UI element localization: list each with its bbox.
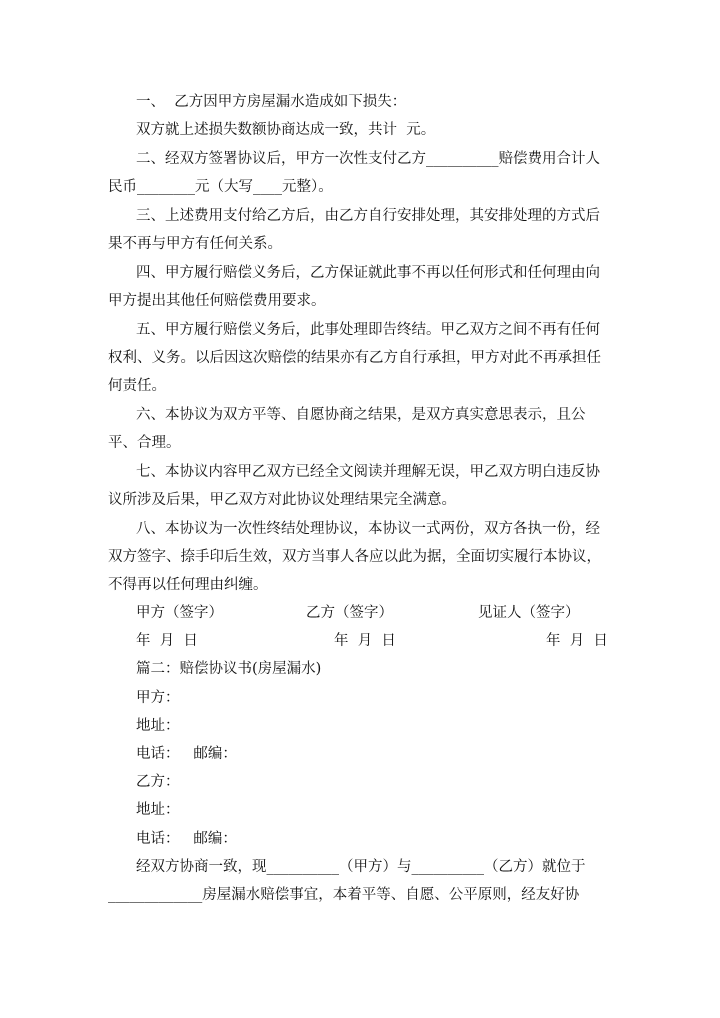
clause-3-line-1: 三、上述费用支付给乙方后，由乙方自行安排处理，其安排处理的方式后 <box>136 208 600 224</box>
party-b-address: 地址： <box>136 802 180 818</box>
clause-5-line-1: 五、甲方履行赔偿义务后，此事处理即告终结。甲乙双方之间不再有任何 <box>136 322 600 338</box>
part2-body-line-2: _____________房屋漏水赔偿事宜，本着平等、自愿、公平原则，经友好协 <box>108 887 580 903</box>
clause-1-body: 双方就上述损失数额协商达成一致，共计 元。 <box>136 122 436 138</box>
clause-2-line-1: 二、经双方签署协议后，甲方一次性支付乙方__________赔偿费用合计人 <box>136 151 600 167</box>
clause-7-line-2: 议所涉及后果，甲乙双方对此协议处理结果完全满意。 <box>108 492 456 508</box>
part2-heading: 篇二：赔偿协议书(房屋漏水) <box>136 661 322 677</box>
party-a-phone: 电话： 邮编： <box>136 746 237 762</box>
party-a-label: 甲方： <box>136 690 180 706</box>
clause-5-line-3: 何责任。 <box>108 378 166 394</box>
party-b-phone: 电话： 邮编： <box>136 831 237 847</box>
signature-witness: 见证人（签字） <box>478 605 580 621</box>
clause-8-line-1: 八、本协议为一次性终结处理协议，本协议一式两份，双方各执一份，经 <box>136 521 600 537</box>
clause-2-line-2: 民币________元（大写____元整）。 <box>108 179 333 195</box>
clause-1-heading: 一、 乙方因甲方房屋漏水造成如下损失： <box>136 94 407 110</box>
clause-5-line-2: 权利、义务。以后因这次赔偿的结果亦有乙方自行承担，甲方对此不再承担任 <box>108 350 601 366</box>
clause-3-line-2: 果不再与甲方有任何关系。 <box>108 236 282 252</box>
clause-6-line-1: 六、本协议为双方平等、自愿协商之结果，是双方真实意思表示，且公 <box>136 407 586 423</box>
clause-6-line-2: 平、合理。 <box>108 435 181 451</box>
signature-date-c: 年 月 日 <box>546 633 608 649</box>
clause-8-line-3: 不得再以任何理由纠缠。 <box>108 577 268 593</box>
party-b-label: 乙方： <box>136 774 180 790</box>
signature-party-a: 甲方（签字） <box>136 605 223 621</box>
clause-4-line-1: 四、甲方履行赔偿义务后，乙方保证就此事不再以任何形式和任何理由向 <box>136 265 600 281</box>
clause-4-line-2: 甲方提出其他任何赔偿费用要求。 <box>108 293 326 309</box>
clause-7-line-1: 七、本协议内容甲乙双方已经全文阅读并理解无误，甲乙双方明白违反协 <box>136 464 600 480</box>
party-a-address: 地址： <box>136 718 180 734</box>
signature-party-b: 乙方（签字） <box>306 605 393 621</box>
clause-8-line-2: 双方签字、捺手印后生效，双方当事人各应以此为据，全面切实履行本协议， <box>108 549 601 565</box>
part2-body-line-1: 经双方协商一致，现__________（甲方）与__________（乙方）就位于 <box>136 859 586 875</box>
signature-date-a: 年 月 日 <box>136 633 198 649</box>
signature-date-b: 年 月 日 <box>334 633 396 649</box>
